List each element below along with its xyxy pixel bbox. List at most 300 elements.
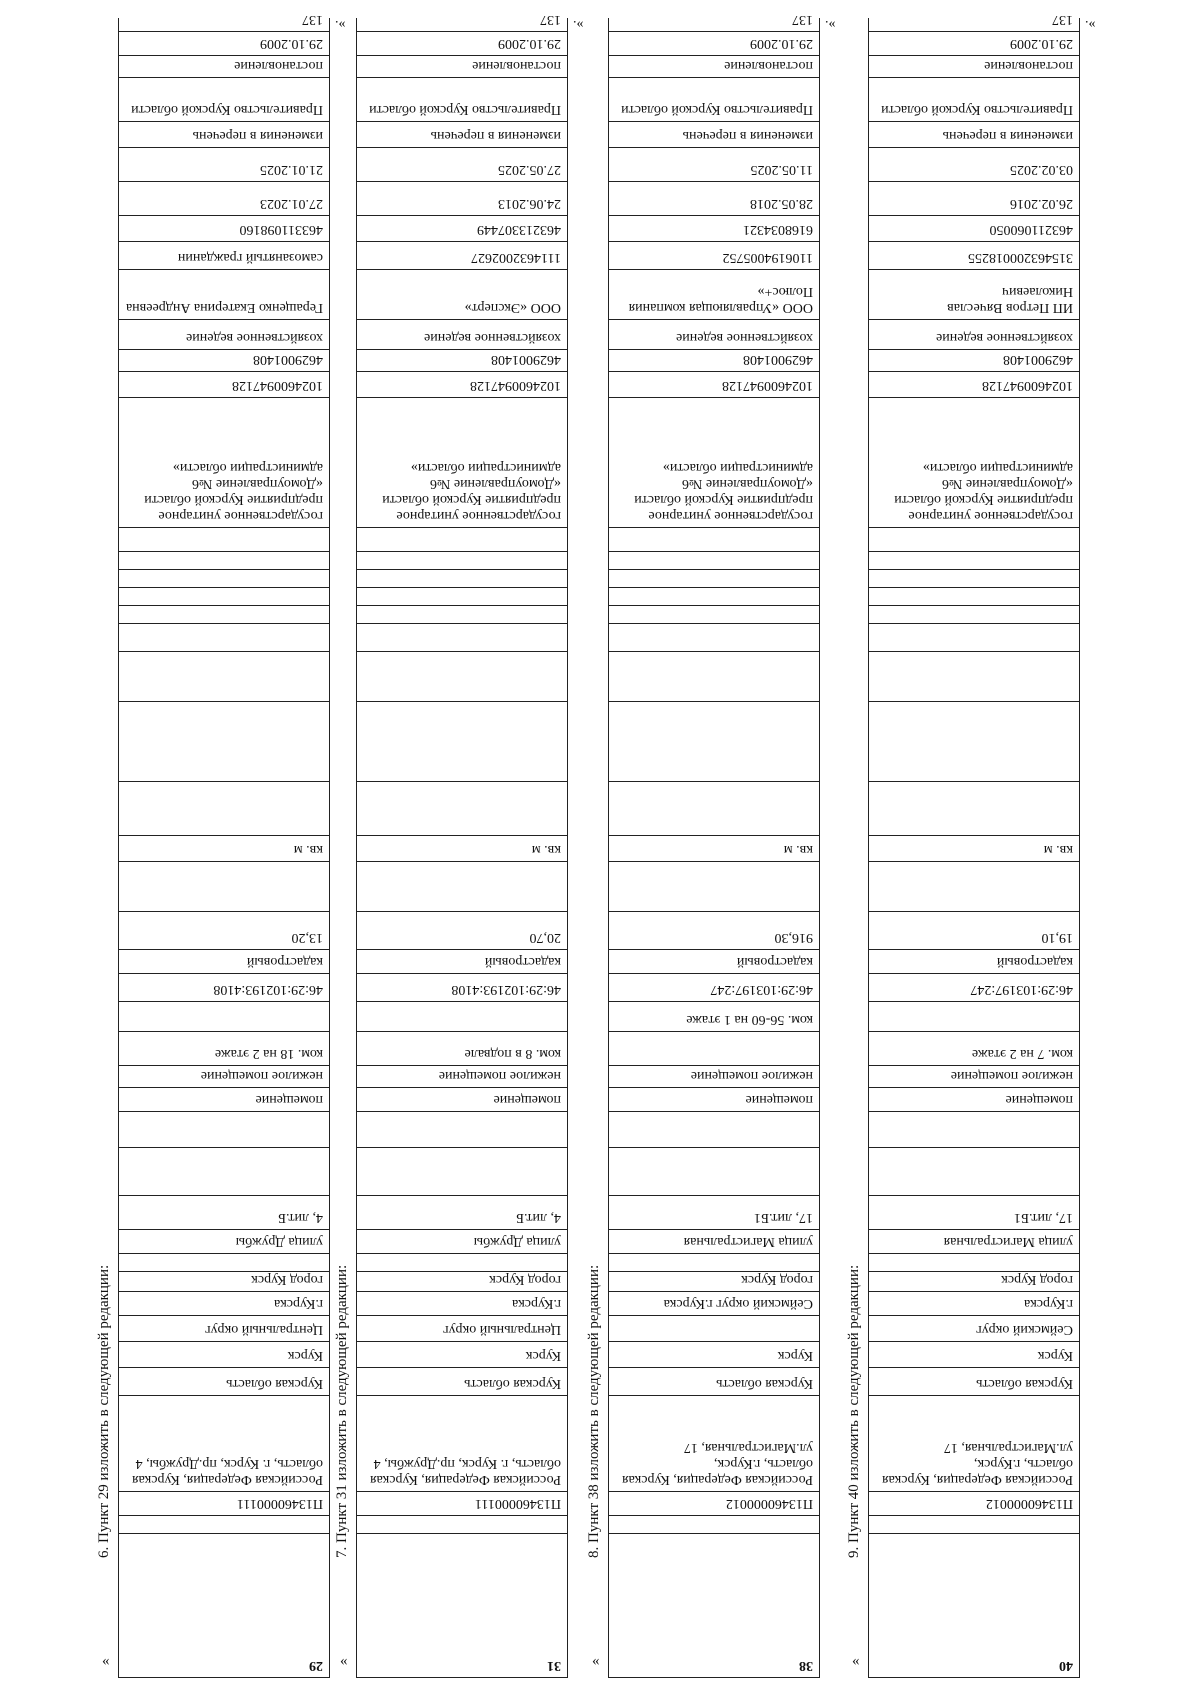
table-cell: [119, 950, 329, 974]
table-strip: [608, 12, 835, 1678]
table-cell: [357, 528, 567, 552]
row-number-cell: [357, 1534, 567, 1678]
table-cell: [357, 552, 567, 570]
table-cell: [119, 1516, 329, 1534]
table-cell: [119, 12, 329, 32]
cell-text: постановление: [234, 58, 323, 73]
table-cell: [119, 1492, 329, 1516]
table-cell: [609, 372, 819, 398]
cell-text: изменения в перечень: [942, 128, 1073, 143]
cell-text: государственное унитарное предприятие Курской области «Домоуправление №6 администрации области»: [894, 460, 1073, 523]
cell-text: 17, лит.Б1: [1013, 1210, 1073, 1225]
cell-text: 1024600947128: [470, 378, 561, 393]
cell-text: 463211060050: [989, 222, 1073, 237]
cell-text: Центральный округ: [204, 1322, 323, 1337]
table-cell: [119, 782, 329, 836]
table-cell: [869, 12, 1079, 32]
cell-text: Правительство Курской области: [131, 102, 323, 117]
table-cell: [869, 1396, 1079, 1492]
caption-text: 8. Пункт 38 изложить в следующей редакции:: [586, 1264, 602, 1558]
cell-text: П13460000111: [474, 1496, 561, 1511]
cell-text: 31: [547, 1658, 561, 1673]
table-cell: [869, 1516, 1079, 1534]
cell-text: Курск: [1037, 1348, 1073, 1363]
table-cell: [119, 528, 329, 552]
cell-text: 4629001408: [491, 352, 561, 367]
table-cell: [357, 1088, 567, 1112]
table-cell: [609, 78, 819, 122]
cell-text: Курская область: [976, 1376, 1073, 1391]
table-cell: [357, 1002, 567, 1032]
table-cell: [119, 1230, 329, 1254]
cell-text: г.Курска: [512, 1296, 561, 1311]
table-cell: [119, 1316, 329, 1342]
table-cell: [357, 56, 567, 78]
cell-text: П13460000111: [236, 1496, 323, 1511]
cell-text: Российская Федерация, Курская область, г. Курск, пр.Дружбы, 4: [132, 1456, 323, 1487]
table-cell: [609, 862, 819, 912]
table-cell: [869, 702, 1079, 782]
table-cell: [119, 912, 329, 950]
table-cell: [357, 182, 567, 216]
cell-text: Курская область: [464, 1376, 561, 1391]
table-cell: [119, 652, 329, 702]
table-cell: [609, 1368, 819, 1396]
cell-text: постановление: [472, 58, 561, 73]
cell-text: нежилое помещение: [200, 1068, 323, 1083]
cell-text: г.Курска: [274, 1296, 323, 1311]
table-cell: [869, 588, 1079, 606]
table-cell: [869, 56, 1079, 78]
cell-text: город Курск: [251, 1272, 323, 1287]
table-cell: [357, 1272, 567, 1292]
table-cell: [609, 12, 819, 32]
cell-text: 1024600947128: [232, 378, 323, 393]
strip-3: [582, 12, 840, 1678]
table-cell: [609, 320, 819, 350]
cell-text: город Курск: [489, 1272, 561, 1287]
cell-text: Курская область: [716, 1376, 813, 1391]
cell-text: 20,70: [529, 930, 561, 945]
table-cell: [609, 216, 819, 242]
table-cell: [609, 652, 819, 702]
table-cell: [357, 1292, 567, 1316]
table-cell: [119, 606, 329, 624]
cell-text: 4629001408: [253, 352, 323, 367]
table-cell: [609, 398, 819, 528]
cell-text: 03.02.2025: [1010, 162, 1073, 177]
cell-text: Курск: [525, 1348, 561, 1363]
table-cell: [357, 606, 567, 624]
table-cell: [119, 1148, 329, 1196]
table-cell: [357, 862, 567, 912]
cell-text: кв. м: [293, 842, 323, 857]
cell-text: самозанятый гражданин: [177, 250, 323, 265]
caption-text: 7. Пункт 31 изложить в следующей редакции:: [334, 1264, 350, 1558]
open-quote: «: [592, 1653, 600, 1669]
table-cell: [869, 216, 1079, 242]
cell-text: кв. м: [531, 842, 561, 857]
cell-text: 46:29:103197:247: [710, 982, 813, 997]
table-cell: [609, 1066, 819, 1088]
cell-text: город Курск: [1001, 1272, 1073, 1287]
table-cell: [869, 570, 1079, 588]
cell-text: ООО «Управляющая компания Полюс+»: [628, 284, 813, 315]
cell-text: улица Магистральная: [683, 1234, 813, 1249]
cell-text: 463311098160: [239, 222, 323, 237]
table-cell: [609, 56, 819, 78]
table-cell: [869, 862, 1079, 912]
table-cell: [869, 1342, 1079, 1368]
strip-2: [330, 12, 588, 1678]
table-cell: [357, 702, 567, 782]
table-cell: [869, 1196, 1079, 1230]
cell-text: 27.05.2025: [498, 162, 561, 177]
cell-text: Правительство Курской области: [369, 102, 561, 117]
table-cell: [119, 242, 329, 270]
table-cell: [869, 528, 1079, 552]
cell-text: 26.02.2016: [1010, 196, 1073, 211]
table-cell: [609, 1492, 819, 1516]
table-cell: [357, 912, 567, 950]
cell-text: город Курск: [741, 1272, 813, 1287]
table-cell: [609, 552, 819, 570]
table-cell: [119, 398, 329, 528]
cell-text: 19,10: [1041, 930, 1073, 945]
table-cell: [869, 652, 1079, 702]
cell-text: кадастровый: [996, 954, 1073, 969]
table-cell: [357, 1066, 567, 1088]
cell-text: помещение: [493, 1092, 561, 1107]
table-cell: [357, 624, 567, 652]
table-cell: [119, 78, 329, 122]
close-quote: ».: [572, 17, 583, 32]
table-cell: [869, 1272, 1079, 1292]
cell-text: кадастровый: [484, 954, 561, 969]
cell-text: 1024600947128: [982, 378, 1073, 393]
table-cell: [357, 570, 567, 588]
table-cell: [119, 624, 329, 652]
table-cell: [357, 1230, 567, 1254]
cell-text: ком. 7 на 2 этаже: [971, 1046, 1073, 1061]
table-cell: [869, 552, 1079, 570]
cell-text: улица Дружбы: [473, 1234, 561, 1249]
table-cell: [869, 398, 1079, 528]
table-cell: [609, 350, 819, 372]
table-cell: [119, 1088, 329, 1112]
cell-text: Российская Федерация, Курская область, г. Курск, пр.Дружбы, 4: [370, 1456, 561, 1487]
table-cell: [357, 974, 567, 1002]
table-cell: [119, 270, 329, 320]
table-cell: [869, 148, 1079, 182]
table-cell: [357, 1032, 567, 1066]
cell-text: хозяйственное ведение: [186, 330, 323, 345]
table-cell: [357, 78, 567, 122]
table-cell: [869, 974, 1079, 1002]
caption-text: 9. Пункт 40 изложить в следующей редакции:: [846, 1264, 862, 1558]
caption-text: 6. Пункт 29 изложить в следующей редакции:: [96, 1264, 112, 1558]
cell-text: изменения в перечень: [430, 128, 561, 143]
cell-text: 28.05.2018: [750, 196, 813, 211]
cell-text: государственное унитарное предприятие Курской области «Домоуправление №6 администрации области»: [144, 460, 323, 523]
table-cell: [357, 1368, 567, 1396]
cell-text: 13,20: [291, 930, 323, 945]
table-cell: [119, 570, 329, 588]
table-cell: [869, 1316, 1079, 1342]
cell-text: нежилое помещение: [690, 1068, 813, 1083]
table-cell: [119, 1002, 329, 1032]
table-cell: [609, 606, 819, 624]
cell-text: хозяйственное ведение: [424, 330, 561, 345]
cell-text: 1024600947128: [722, 378, 813, 393]
table-cell: [609, 1396, 819, 1492]
cell-text: 17, лит.Б1: [753, 1210, 813, 1225]
table-cell: [357, 1396, 567, 1492]
cell-text: Российская Федерация, Курская область, г.Курск, ул.Магистральная, 17: [622, 1440, 813, 1487]
table-cell: [609, 182, 819, 216]
cell-text: ком. 56-60 на 1 этаже: [686, 1012, 813, 1027]
table-cell: [609, 1112, 819, 1148]
table-cell: [357, 1516, 567, 1534]
cell-text: нежилое помещение: [438, 1068, 561, 1083]
table-cell: [357, 1254, 567, 1272]
table-cell: [357, 1342, 567, 1368]
table-cell: [869, 912, 1079, 950]
cell-text: кадастровый: [246, 954, 323, 969]
table-cell: [119, 182, 329, 216]
table-cell: [119, 1066, 329, 1088]
table-cell: [119, 588, 329, 606]
table-cell: [357, 216, 567, 242]
cell-text: 38: [799, 1658, 813, 1673]
cell-text: 4629001408: [1003, 352, 1073, 367]
cell-text: 29: [309, 1658, 323, 1673]
table-cell: [609, 570, 819, 588]
open-quote: «: [852, 1653, 860, 1669]
cell-text: 1114632002627: [471, 250, 561, 265]
table-cell: [869, 1148, 1079, 1196]
table-cell: [869, 372, 1079, 398]
table-cell: [119, 216, 329, 242]
table-cell: [869, 1066, 1079, 1088]
cell-text: Российская Федерация, Курская область, г.Курск, ул.Магистральная, 17: [882, 1440, 1073, 1487]
cell-text: Правительство Курской области: [881, 102, 1073, 117]
cell-text: Курская область: [226, 1376, 323, 1391]
table-cell: [869, 1088, 1079, 1112]
cell-text: Сеймский округ г.Курска: [663, 1296, 813, 1311]
table-cell: [609, 702, 819, 782]
table-cell: [869, 32, 1079, 56]
table-cell: [119, 1368, 329, 1396]
cell-text: ком. 8 в подвале: [464, 1046, 561, 1061]
table-cell: [869, 782, 1079, 836]
cell-text: хозяйственное ведение: [676, 330, 813, 345]
table-cell: [609, 950, 819, 974]
cell-text: 315463200018255: [968, 250, 1073, 265]
table-cell: [119, 1272, 329, 1292]
cell-text: 1106194005752: [722, 250, 813, 265]
cell-text: улица Магистральная: [943, 1234, 1073, 1249]
row-number-cell: [119, 1534, 329, 1678]
cell-text: 29.10.2009: [1010, 36, 1073, 51]
cell-text: постановление: [984, 58, 1073, 73]
table-cell: [869, 122, 1079, 148]
table-cell: [119, 1196, 329, 1230]
table-cell: [869, 606, 1079, 624]
cell-text: 27.01.2023: [260, 196, 323, 211]
table-cell: [869, 1002, 1079, 1032]
cell-text: кадастровый: [736, 954, 813, 969]
cell-text: изменения в перечень: [192, 128, 323, 143]
table-cell: [119, 32, 329, 56]
table-cell: [869, 78, 1079, 122]
cell-text: 137: [302, 12, 323, 27]
cell-text: 46:29:103197:247: [970, 982, 1073, 997]
cell-text: 137: [1052, 12, 1073, 27]
table-cell: [869, 182, 1079, 216]
table-cell: [869, 242, 1079, 270]
table-cell: [609, 1196, 819, 1230]
table-cell: [609, 1316, 819, 1342]
table-cell: [119, 350, 329, 372]
table-cell: [119, 1254, 329, 1272]
row-number-cell: [609, 1534, 819, 1678]
table-cell: [609, 1148, 819, 1196]
cell-text: 916,30: [774, 930, 813, 945]
table-cell: [357, 1196, 567, 1230]
table-cell: [119, 148, 329, 182]
open-quote: «: [102, 1653, 110, 1669]
table-cell: [357, 1492, 567, 1516]
table-cell: [119, 1112, 329, 1148]
cell-text: 29.10.2009: [260, 36, 323, 51]
table-cell: [869, 270, 1079, 320]
cell-text: помещение: [255, 1092, 323, 1107]
table-cell: [869, 320, 1079, 350]
cell-text: П13460000012: [985, 1496, 1073, 1511]
table-cell: [357, 350, 567, 372]
table-cell: [609, 122, 819, 148]
table-cell: [609, 1254, 819, 1272]
table-cell: [609, 1516, 819, 1534]
table-strip: [868, 12, 1095, 1678]
table-cell: [609, 624, 819, 652]
table-strip: [356, 12, 583, 1678]
table-cell: [119, 1342, 329, 1368]
table-cell: [609, 32, 819, 56]
cell-text: 11.05.2025: [750, 162, 813, 177]
cell-text: кв. м: [783, 842, 813, 857]
strip-1: [92, 12, 350, 1678]
cell-text: г.Курска: [1024, 1296, 1073, 1311]
cell-text: нежилое помещение: [950, 1068, 1073, 1083]
table-cell: [869, 1492, 1079, 1516]
table-cell: [609, 528, 819, 552]
cell-text: 137: [792, 12, 813, 27]
cell-text: Центральный округ: [442, 1322, 561, 1337]
table-cell: [869, 1368, 1079, 1396]
table-cell: [869, 1230, 1079, 1254]
cell-text: государственное унитарное предприятие Курской области «Домоуправление №6 администрации области»: [634, 460, 813, 523]
table-cell: [609, 1272, 819, 1292]
table-cell: [609, 1292, 819, 1316]
table-cell: [357, 32, 567, 56]
table-cell: [357, 122, 567, 148]
cell-text: 46:29:102193:4108: [451, 982, 561, 997]
table-cell: [119, 702, 329, 782]
table-cell: [357, 782, 567, 836]
table-cell: [119, 122, 329, 148]
table-cell: [609, 836, 819, 862]
cell-text: 46:29:102193:4108: [213, 982, 323, 997]
open-quote: «: [340, 1653, 348, 1669]
close-quote: ».: [1084, 17, 1095, 32]
table-cell: [357, 12, 567, 32]
cell-text: изменения в перечень: [682, 128, 813, 143]
table-cell: [357, 836, 567, 862]
cell-text: хозяйственное ведение: [936, 330, 1073, 345]
cell-text: 4629001408: [743, 352, 813, 367]
cell-text: кв. м: [1043, 842, 1073, 857]
table-cell: [119, 862, 329, 912]
cell-text: 4, лит.Б: [277, 1210, 323, 1225]
table-cell: [119, 974, 329, 1002]
table-cell: [609, 242, 819, 270]
table-cell: [119, 1292, 329, 1316]
cell-text: помещение: [1005, 1092, 1073, 1107]
table-cell: [869, 624, 1079, 652]
cell-text: Сеймский округ: [976, 1322, 1073, 1337]
table-cell: [609, 1088, 819, 1112]
close-quote: ».: [334, 17, 345, 32]
table-cell: [869, 1254, 1079, 1272]
cell-text: 137: [540, 12, 561, 27]
table-cell: [357, 1316, 567, 1342]
table-cell: [119, 372, 329, 398]
table-cell: [119, 320, 329, 350]
table-cell: [357, 652, 567, 702]
cell-text: 4, лит.Б: [515, 1210, 561, 1225]
table-cell: [119, 1396, 329, 1492]
cell-text: Курск: [287, 1348, 323, 1363]
table-cell: [357, 1148, 567, 1196]
cell-text: ИП Петров Вячеслав Николаевич: [947, 284, 1073, 315]
table-cell: [869, 1292, 1079, 1316]
cell-text: ком. 18 на 2 этаже: [214, 1046, 323, 1061]
table-cell: [119, 56, 329, 78]
cell-text: 29.10.2009: [498, 36, 561, 51]
table-cell: [609, 270, 819, 320]
cell-text: 21.01.2025: [260, 162, 323, 177]
strip-4: [842, 12, 1100, 1678]
table-cell: [357, 320, 567, 350]
table-cell: [357, 372, 567, 398]
table-cell: [357, 242, 567, 270]
table-cell: [869, 950, 1079, 974]
table-cell: [869, 836, 1079, 862]
table-cell: [609, 1002, 819, 1032]
cell-text: 40: [1059, 1658, 1073, 1673]
cell-text: 29.10.2009: [750, 36, 813, 51]
cell-text: 6168034321: [743, 222, 813, 237]
table-cell: [119, 1032, 329, 1066]
table-cell: [357, 270, 567, 320]
table-cell: [357, 588, 567, 606]
close-quote: ».: [824, 17, 835, 32]
table-cell: [609, 148, 819, 182]
cell-text: Курск: [777, 1348, 813, 1363]
table-cell: [609, 1032, 819, 1066]
